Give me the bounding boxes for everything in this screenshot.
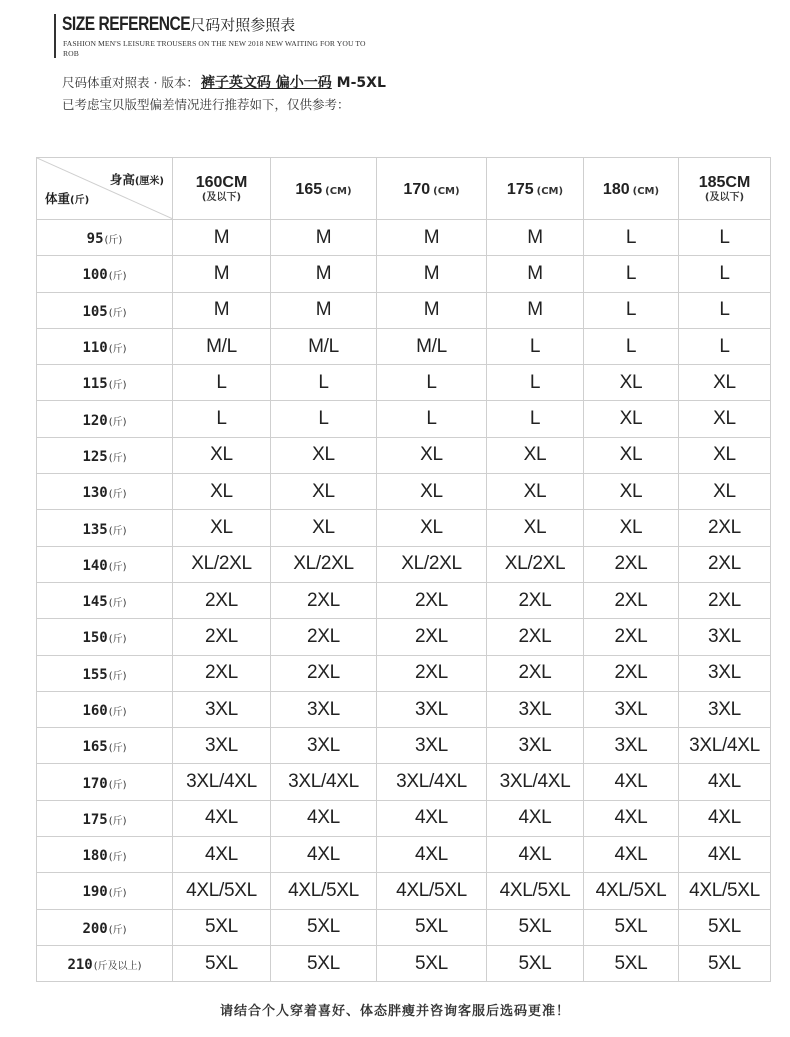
size-cell: 5XL [487, 909, 584, 945]
weight-value: 165 [82, 739, 108, 756]
size-cell: 4XL/5XL [173, 873, 271, 909]
size-cell: 2XL [173, 655, 271, 691]
size-cell: 2XL [584, 546, 679, 582]
version-line [62, 72, 386, 92]
height-value: 185CM [698, 173, 751, 191]
size-cell: 2XL [271, 619, 377, 655]
size-cell: 3XL [377, 728, 487, 764]
subtitle: FASHION MEN'S LEISURE TROUSERS ON THE NEW 2018 NEW WAITING FOR YOU TO ROB [63, 39, 366, 58]
table-row [37, 619, 771, 655]
height-qualifier: (及以下) [704, 191, 745, 203]
size-cell: 2XL [487, 582, 584, 618]
table-row [37, 437, 771, 473]
size-cell: 2XL [377, 619, 487, 655]
size-cell: 2XL [487, 619, 584, 655]
weight-unit: (斤) [108, 416, 127, 428]
size-cell: XL [584, 474, 679, 510]
size-cell: 4XL [173, 800, 271, 836]
table-row [37, 655, 771, 691]
weight-value: 95 [86, 231, 104, 248]
weight-axis-label: 体重(斤) [45, 191, 90, 206]
size-cell: XL [487, 474, 584, 510]
size-cell: M [487, 220, 584, 256]
weight-value: 115 [82, 376, 108, 393]
weight-unit: (斤) [108, 525, 127, 537]
size-cell: 5XL [377, 909, 487, 945]
weight-value: 100 [82, 267, 108, 284]
weight-value: 140 [82, 557, 108, 574]
size-cell: XL/2XL [487, 546, 584, 582]
table-row [37, 256, 771, 292]
weight-label [37, 220, 173, 256]
size-cell: XL [584, 437, 679, 473]
weight-label [37, 328, 173, 364]
weight-label [37, 837, 173, 873]
size-cell: M [271, 220, 377, 256]
weight-label [37, 401, 173, 437]
height-value: 175 [506, 180, 534, 198]
table-row [37, 401, 771, 437]
weight-label [37, 945, 173, 981]
weight-value: 145 [82, 594, 108, 611]
height-column-header [584, 158, 679, 220]
size-cell: XL/2XL [377, 546, 487, 582]
weight-label [37, 510, 173, 546]
table-row [37, 909, 771, 945]
weight-value: 105 [82, 303, 108, 320]
size-cell: XL/2XL [271, 546, 377, 582]
size-cell: L [584, 292, 679, 328]
table-row [37, 328, 771, 364]
size-cell: M [271, 292, 377, 328]
size-cell: 4XL/5XL [584, 873, 679, 909]
weight-unit: (斤) [108, 598, 127, 610]
size-cell: 4XL [271, 800, 377, 836]
weight-unit: (斤) [108, 815, 127, 827]
page-title [62, 14, 295, 36]
table-row [37, 292, 771, 328]
table-row [37, 582, 771, 618]
height-unit: (CM) [433, 185, 460, 197]
size-cell: L [584, 256, 679, 292]
height-value: 180 [602, 180, 630, 198]
version-cn: 裤子英文码 偏小一码 [200, 75, 332, 91]
height-unit: (CM) [536, 185, 564, 197]
size-cell: 3XL [173, 728, 271, 764]
weight-value: 180 [82, 848, 108, 865]
weight-unit: (斤) [108, 707, 127, 718]
size-cell: 2XL [584, 582, 679, 618]
weight-label [37, 474, 173, 510]
weight-unit: (斤) [108, 489, 127, 501]
weight-unit: (斤) [108, 307, 127, 319]
weight-unit: (斤) [108, 344, 127, 356]
size-cell: 3XL [377, 691, 487, 727]
size-cell: 3XL/4XL [679, 728, 771, 764]
size-cell: 2XL [679, 510, 771, 546]
height-axis-label: 身高(厘米) [109, 172, 164, 187]
size-cell: XL [377, 437, 487, 473]
size-cell: 3XL/4XL [271, 764, 377, 800]
size-cell: 3XL [679, 619, 771, 655]
weight-value: 160 [82, 703, 108, 719]
size-cell: 5XL [679, 909, 771, 945]
size-cell: XL [679, 474, 771, 510]
weight-value: 175 [82, 811, 108, 828]
weight-unit: (斤) [108, 380, 127, 392]
size-cell: XL [584, 510, 679, 546]
size-cell: L [173, 365, 271, 401]
height-column-header [173, 158, 271, 220]
size-cell: 3XL/4XL [487, 764, 584, 800]
title-chinese: 尺码对照参照表 [190, 16, 296, 34]
size-cell: 4XL [584, 837, 679, 873]
title-english: SIZE REFERENCE [62, 14, 191, 35]
size-cell: L [377, 365, 487, 401]
size-cell: 5XL [173, 909, 271, 945]
size-cell: 5XL [487, 945, 584, 981]
weight-value: 170 [82, 775, 108, 792]
table-row [37, 800, 771, 836]
weight-value: 190 [82, 884, 108, 901]
size-cell: 3XL [584, 728, 679, 764]
size-cell: XL [487, 437, 584, 473]
size-cell: 5XL [584, 909, 679, 945]
size-cell: M [173, 220, 271, 256]
weight-value: 110 [82, 340, 108, 357]
table-header-row [37, 158, 771, 220]
size-cell: 5XL [584, 945, 679, 981]
size-cell: L [584, 220, 679, 256]
size-cell: 3XL/4XL [173, 764, 271, 800]
size-cell: M [487, 292, 584, 328]
size-cell: M [173, 256, 271, 292]
weight-value: 210 [67, 957, 93, 974]
version-label: 尺码体重对照表 · 版本： [62, 75, 199, 90]
weight-label [37, 365, 173, 401]
size-cell: M [173, 292, 271, 328]
size-cell: 4XL [487, 800, 584, 836]
size-cell: 4XL [173, 837, 271, 873]
size-cell: 3XL [679, 655, 771, 691]
height-value: 170 [403, 180, 431, 198]
size-cell: 3XL [679, 691, 771, 727]
weight-value: 155 [82, 666, 108, 683]
size-cell: XL [487, 510, 584, 546]
height-value: 165 [295, 180, 323, 198]
height-unit: (CM) [325, 185, 352, 197]
size-cell: 4XL [584, 800, 679, 836]
weight-label [37, 655, 173, 691]
weight-unit: (斤) [108, 888, 127, 900]
size-cell: 2XL [271, 582, 377, 618]
size-cell: 3XL [271, 691, 377, 727]
weight-unit: (斤) [108, 271, 127, 283]
size-cell: 4XL [584, 764, 679, 800]
size-cell: L [679, 220, 771, 256]
size-cell: M/L [377, 328, 487, 364]
size-cell: M [377, 220, 487, 256]
height-column-header [271, 158, 377, 220]
weight-label [37, 546, 173, 582]
weight-label [37, 728, 173, 764]
size-cell: 2XL [377, 582, 487, 618]
size-cell: L [487, 401, 584, 437]
weight-label [37, 582, 173, 618]
size-cell: XL [377, 474, 487, 510]
size-cell: XL [679, 437, 771, 473]
size-cell: 3XL [487, 691, 584, 727]
size-cell: L [679, 292, 771, 328]
weight-value: 150 [82, 630, 108, 647]
weight-value: 130 [82, 485, 108, 502]
table-row [37, 945, 771, 981]
size-cell: 4XL/5XL [679, 873, 771, 909]
table-row [37, 837, 771, 873]
weight-label [37, 691, 173, 727]
size-cell: 5XL [271, 909, 377, 945]
size-cell: XL [584, 365, 679, 401]
weight-value: 125 [82, 448, 108, 465]
height-unit: (CM) [632, 185, 660, 197]
size-cell: L [679, 256, 771, 292]
size-cell: 4XL [487, 837, 584, 873]
weight-unit: (斤) [108, 852, 127, 864]
size-cell: M [377, 292, 487, 328]
height-column-header [679, 158, 771, 220]
height-column-header [487, 158, 584, 220]
size-cell: 2XL [173, 582, 271, 618]
header-accent-bar [54, 14, 56, 58]
weight-label [37, 256, 173, 292]
size-cell: M/L [271, 328, 377, 364]
size-cell: 3XL [271, 728, 377, 764]
size-cell: 2XL [173, 619, 271, 655]
size-cell: 2XL [584, 655, 679, 691]
size-cell: XL [679, 365, 771, 401]
size-cell: M [487, 256, 584, 292]
weight-label [37, 619, 173, 655]
size-cell: 2XL [679, 546, 771, 582]
size-cell: 3XL [487, 728, 584, 764]
size-cell: 4XL/5XL [377, 873, 487, 909]
size-cell: L [679, 328, 771, 364]
weight-unit: (斤及以上) [93, 961, 142, 973]
weight-value: 120 [82, 412, 108, 429]
size-cell: 2XL [377, 655, 487, 691]
weight-value: 200 [82, 920, 108, 937]
weight-label [37, 437, 173, 473]
table-row [37, 365, 771, 401]
size-cell: 3XL [173, 691, 271, 727]
size-cell: 4XL [679, 800, 771, 836]
weight-unit: (斤) [108, 670, 127, 682]
weight-unit: (斤) [108, 779, 127, 791]
size-cell: 4XL/5XL [271, 873, 377, 909]
size-cell: XL [679, 401, 771, 437]
size-cell: 2XL [487, 655, 584, 691]
size-cell: 3XL/4XL [377, 764, 487, 800]
size-cell: 4XL [377, 800, 487, 836]
table-row [37, 764, 771, 800]
weight-unit: (斤) [108, 634, 127, 646]
size-cell: XL [173, 474, 271, 510]
size-cell: 5XL [679, 945, 771, 981]
size-cell: L [271, 401, 377, 437]
size-cell: XL [173, 510, 271, 546]
size-cell: L [377, 401, 487, 437]
size-cell: M [377, 256, 487, 292]
weight-label [37, 800, 173, 836]
table-row [37, 510, 771, 546]
size-cell: L [487, 328, 584, 364]
size-cell: 2XL [584, 619, 679, 655]
size-cell: L [584, 328, 679, 364]
size-cell: 2XL [271, 655, 377, 691]
table-row [37, 546, 771, 582]
table-row [37, 220, 771, 256]
height-qualifier: (及以下) [201, 191, 242, 203]
size-cell: 5XL [173, 945, 271, 981]
size-cell: 5XL [377, 945, 487, 981]
table-row [37, 691, 771, 727]
size-cell: M/L [173, 328, 271, 364]
recommend-note: 已考虑宝贝版型偏差情况进行推荐如下，仅供参考： [62, 97, 350, 112]
size-cell: XL [271, 437, 377, 473]
weight-value: 135 [82, 521, 108, 538]
size-cell: XL [271, 474, 377, 510]
size-cell: 4XL [679, 764, 771, 800]
weight-label [37, 909, 173, 945]
height-value: 160CM [195, 173, 248, 191]
footer-note: 请结合个人穿着喜好、体态胖瘦并咨询客服后选码更准！ [219, 1004, 570, 1019]
size-cell: 4XL/5XL [487, 873, 584, 909]
size-cell: XL [173, 437, 271, 473]
size-cell: XL/2XL [173, 546, 271, 582]
size-cell: 3XL [584, 691, 679, 727]
size-cell: M [271, 256, 377, 292]
size-table [36, 157, 771, 982]
table-row [37, 728, 771, 764]
size-cell: 4XL [377, 837, 487, 873]
corner-cell [37, 158, 173, 220]
size-cell: 4XL [679, 837, 771, 873]
size-cell: 4XL [271, 837, 377, 873]
weight-unit: (斤) [108, 743, 127, 755]
size-cell: L [271, 365, 377, 401]
size-cell: XL [271, 510, 377, 546]
weight-unit: (斤) [104, 235, 123, 247]
table-row [37, 474, 771, 510]
version-range: M-5XL [336, 75, 386, 91]
weight-label [37, 764, 173, 800]
size-cell: L [487, 365, 584, 401]
weight-unit: (斤) [108, 452, 127, 464]
size-cell: L [173, 401, 271, 437]
height-column-header [377, 158, 487, 220]
weight-unit: (斤) [108, 561, 127, 573]
size-cell: 5XL [271, 945, 377, 981]
size-cell: XL [584, 401, 679, 437]
table-row [37, 873, 771, 909]
weight-label [37, 292, 173, 328]
weight-unit: (斤) [108, 924, 127, 936]
size-cell: XL [377, 510, 487, 546]
size-cell: 2XL [679, 582, 771, 618]
weight-label [37, 873, 173, 909]
version-value [201, 75, 386, 91]
